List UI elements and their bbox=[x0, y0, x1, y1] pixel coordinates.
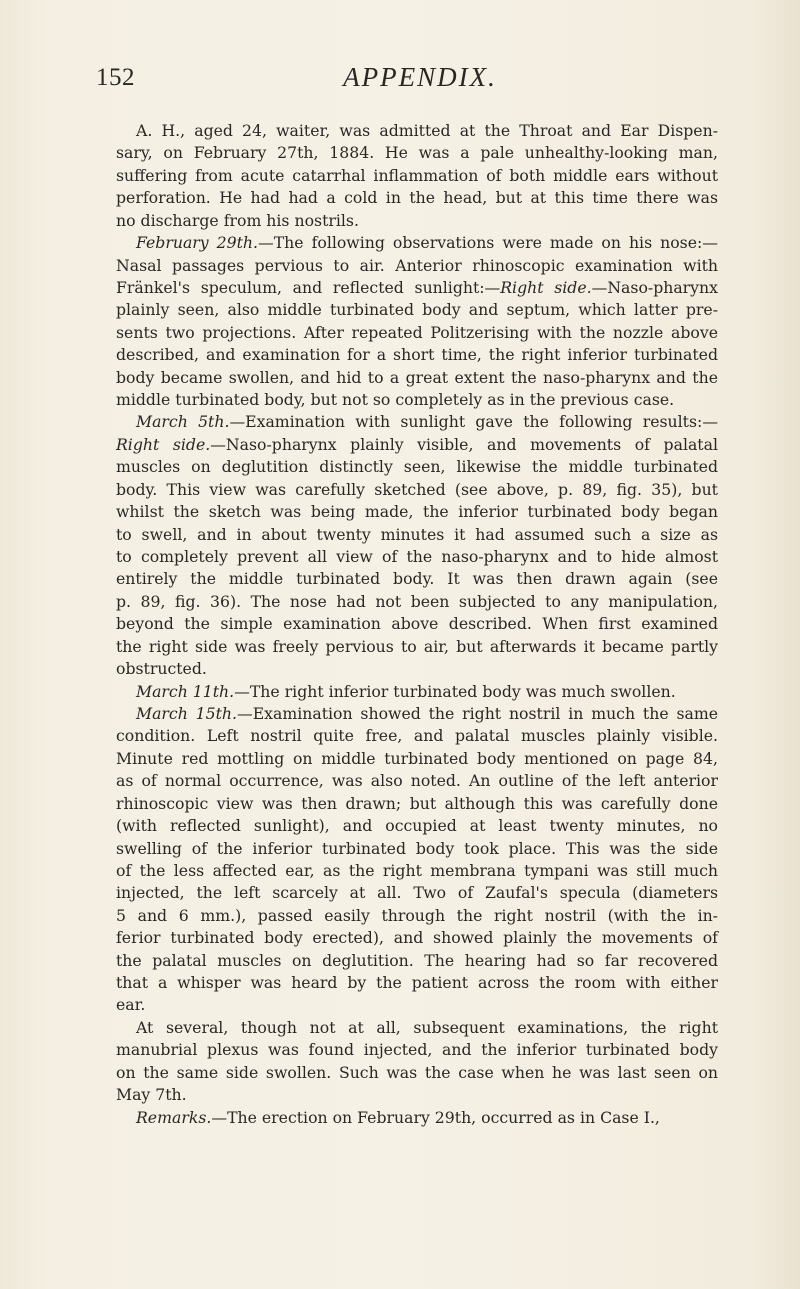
text-line: suffering from acute catarrhal inflammation of both middle ears without bbox=[116, 165, 718, 185]
text-line: February 29th.—The following observations were made on his nose:— bbox=[136, 233, 718, 253]
text-line: obstructed. bbox=[116, 659, 207, 679]
paragraph-march-15 bbox=[96, 703, 718, 1017]
text-line: March 5th.—Examination with sunlight gave the following results:— bbox=[136, 412, 719, 432]
text-line: injected, the left scarcely at all. Two of Zaufal's specula (diameters bbox=[116, 883, 718, 903]
text-line: no discharge from his nostrils. bbox=[116, 210, 359, 230]
text-line: At several, though not at all, subsequent examinations, the right bbox=[136, 1017, 718, 1037]
text-line: plainly seen, also middle turbinated body and septum, which latter pre- bbox=[116, 300, 718, 320]
date-heading: March 11th. bbox=[136, 681, 235, 701]
text-line: muscles on deglutition distinctly seen, likewise the middle turbinated bbox=[116, 457, 718, 477]
date-heading: February 29th. bbox=[136, 233, 259, 253]
body-text bbox=[96, 120, 718, 1129]
remarks-heading: Remarks. bbox=[136, 1107, 212, 1127]
text-line: on the same side swollen. Such was the case when he was last seen on bbox=[116, 1062, 718, 1082]
page-header bbox=[96, 60, 716, 100]
paragraph-subsequent-exams bbox=[96, 1017, 718, 1107]
text-line: Minute red mottling on middle turbinated body mentioned on page 84, bbox=[116, 748, 718, 768]
paragraph-march-11 bbox=[96, 681, 718, 703]
side-heading: Right side. bbox=[116, 434, 211, 454]
text-line: perforation. He had had a cold in the head, but at this time there was bbox=[116, 188, 718, 208]
text-line: manubrial plexus was found injected, and the inferior turbinated body bbox=[116, 1040, 718, 1060]
text-line: of the less affected ear, as the right membrana tympani was still much bbox=[116, 860, 718, 880]
text-line: Fränkel's speculum, and reflected sunlight:—Right side.—Naso-pharynx bbox=[116, 277, 718, 297]
paragraph-march-5 bbox=[96, 411, 718, 680]
text-line: (with reflected sunlight), and occupied at least twenty minutes, no bbox=[116, 816, 718, 836]
text-line: sary, on February 27th, 1884. He was a pale unhealthy-looking man, bbox=[116, 143, 718, 163]
text-line: Right side.—Naso-pharynx plainly visible, and movements of palatal bbox=[116, 434, 718, 454]
text-line: May 7th. bbox=[116, 1085, 187, 1105]
text-line: beyond the simple examination above described. When first examined bbox=[116, 614, 718, 634]
text-line: condition. Left nostril quite free, and palatal muscles plainly visible. bbox=[116, 726, 718, 746]
text-line: 5 and 6 mm.), passed easily through the right nostril (with the in- bbox=[116, 905, 718, 925]
text-line: ear. bbox=[116, 995, 146, 1015]
text-line: the right side was freely pervious to air, but afterwards it became partly bbox=[116, 636, 718, 656]
text-line: March 15th.—Examination showed the right nostril in much the same bbox=[136, 703, 719, 723]
text-line: sents two projections. After repeated Politzerising with the nozzle above bbox=[116, 322, 718, 342]
date-heading: March 5th. bbox=[136, 412, 230, 432]
text-line: to completely prevent all view of the naso-pharynx and to hide almost bbox=[116, 547, 718, 567]
text-line: ferior turbinated body erected), and showed plainly the movements of bbox=[116, 928, 718, 948]
text-line: the palatal muscles on deglutition. The hearing had so far recovered bbox=[116, 950, 718, 970]
text-line: that a whisper was heard by the patient across the room with either bbox=[116, 973, 718, 993]
running-head: APPENDIX. bbox=[343, 62, 497, 92]
text-line: middle turbinated body, but not so completely as in the previous case. bbox=[116, 390, 675, 410]
page-number: 152 bbox=[96, 64, 135, 91]
date-heading: March 15th. bbox=[136, 703, 238, 723]
text-line: rhinoscopic view was then drawn; but although this was carefully done bbox=[116, 793, 718, 813]
paragraph-remarks bbox=[96, 1107, 718, 1129]
text-line: Remarks.—The erection on February 29th, occurred as in Case I., bbox=[136, 1107, 660, 1127]
text-line: Nasal passages pervious to air. Anterior rhinoscopic examination with bbox=[116, 255, 718, 275]
text-line: to swell, and in about twenty minutes it had assumed such a size as bbox=[116, 524, 718, 544]
paragraph-patient-intro bbox=[96, 120, 718, 232]
text-line: as of normal occurrence, was also noted. An outline of the left anterior bbox=[116, 771, 718, 791]
text-line: swelling of the inferior turbinated body took place. This was the side bbox=[116, 838, 718, 858]
text-line: described, and examination for a short time, the right inferior turbinated bbox=[116, 345, 718, 365]
side-heading: Right side. bbox=[500, 277, 592, 297]
paragraph-february-29 bbox=[96, 232, 718, 411]
text-line: body. This view was carefully sketched (see above, p. 89, fig. 35), but bbox=[116, 479, 718, 499]
text-line: whilst the sketch was being made, the inferior turbinated body began bbox=[116, 502, 718, 522]
text-line: entirely the middle turbinated body. It was then drawn again (see bbox=[116, 569, 718, 589]
text-line: body became swollen, and hid to a great extent the naso-pharynx and the bbox=[116, 367, 718, 387]
text-line: A. H., aged 24, waiter, was admitted at the Throat and Ear Dispen- bbox=[136, 121, 718, 140]
text-line: March 11th.—The right inferior turbinated body was much swollen. bbox=[136, 681, 676, 701]
text-line: p. 89, fig. 36). The nose had not been subjected to any manipulation, bbox=[116, 591, 718, 611]
